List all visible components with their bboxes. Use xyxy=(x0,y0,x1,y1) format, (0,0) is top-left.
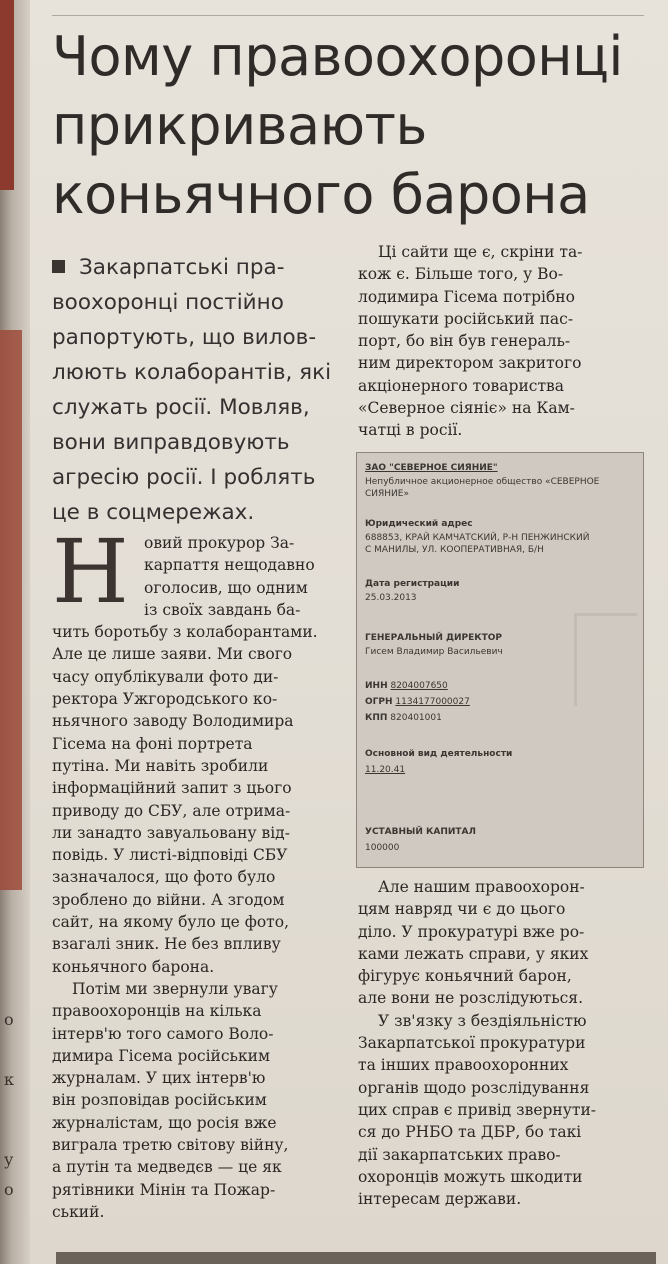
text-line: ся до РНБО та ДБР, бо такі xyxy=(358,1123,582,1142)
headline-line: прикривають xyxy=(52,94,427,157)
text-line: Закарпатської прокуратури xyxy=(358,1034,586,1053)
text-line: охоронців можуть шкодити xyxy=(358,1167,583,1186)
capital-value: 100000 xyxy=(365,843,400,853)
text-line: інтерв'ю того самого Воло- xyxy=(52,1024,274,1043)
kpp-row xyxy=(365,713,442,723)
company-full-name: Непубличное акционерное общество «СЕВЕРНОЕ xyxy=(365,477,600,487)
adjacent-page-edge xyxy=(0,0,30,1264)
director-name: Гисем Владимир Васильевич xyxy=(365,647,503,657)
text-line: взагалі зник. Не без впливу xyxy=(52,935,281,954)
text-line: ський. xyxy=(52,1202,105,1221)
text-line: У зв'язку з бездіяльністю xyxy=(378,1011,587,1030)
inn-row xyxy=(365,681,448,691)
company-full-name: СИЯНИЕ» xyxy=(365,489,409,499)
text-line: ли занадто завуальовану від- xyxy=(52,823,290,842)
text-line: журналам. У цих інтерв'ю xyxy=(52,1069,266,1088)
address-value: С МАНИЛЫ, УЛ. КООПЕРАТИВНАЯ, Б/Н xyxy=(365,545,544,555)
reg-date-label: Дата регистрации xyxy=(365,579,460,589)
text-line: коньячного барона. xyxy=(52,957,215,976)
inn-label: ИНН xyxy=(365,681,388,691)
ogrn-label: ОГРН xyxy=(365,697,393,707)
text-line: сайт, на якому було це фото, xyxy=(52,913,290,932)
text-line: правоохоронців на кілька xyxy=(52,1002,262,1021)
text-line: журналістам, що росія вже xyxy=(52,1113,277,1132)
text-line: органів щодо розслідування xyxy=(358,1078,590,1097)
text-line: акціонерного товариства xyxy=(358,376,565,395)
margin-fragment: у xyxy=(4,1150,14,1169)
lead-paragraph xyxy=(52,250,337,530)
bottom-border xyxy=(56,1252,656,1264)
lead-line: це в соцмережах. xyxy=(52,500,255,525)
inn-value: 8204007650 xyxy=(390,681,448,691)
headline-line: коньячного барона xyxy=(52,163,590,226)
text-line: приводу до СБУ, але отрима- xyxy=(52,801,291,820)
text-line: виграла третю світову війну, xyxy=(52,1136,289,1155)
company-name: ЗАО "СЕВЕРНОЕ СИЯНИЕ" xyxy=(365,463,498,473)
body-column-left xyxy=(52,532,344,1223)
text-line: ректора Ужгородського ко- xyxy=(52,690,278,709)
text-line: карпаття нещодавно xyxy=(144,556,315,575)
headline-line: Чому правоохоронці xyxy=(52,25,623,88)
text-line: зазначалося, що фото було xyxy=(52,868,276,887)
text-line: інтересам держави. xyxy=(358,1190,522,1209)
reg-date-value: 25.03.2013 xyxy=(365,593,417,603)
kpp-label: КПП xyxy=(365,713,388,723)
text-line: Але це лише заяви. Ми свого xyxy=(52,645,293,664)
text-line: чатці в росії. xyxy=(358,421,463,440)
text-line: ками лежать справи, у яких xyxy=(358,944,589,963)
text-line: овий прокурор За- xyxy=(144,534,295,552)
text-line: цям навряд чи є до цього xyxy=(358,900,566,919)
text-line: Ці сайти ще є, скріни та- xyxy=(378,243,583,261)
text-line: діло. У прокуратурі вже ро- xyxy=(358,922,585,941)
text-line: часу опублікували фото ди- xyxy=(52,667,279,686)
text-line: дії закарпатських право- xyxy=(358,1145,561,1164)
ogrn-row xyxy=(365,697,470,707)
text-line: димира Гісема російським xyxy=(52,1046,271,1065)
capital-label: УСТАВНЫЙ КАПИТАЛ xyxy=(365,827,476,837)
text-line: зроблено до війни. А згодом xyxy=(52,890,285,909)
text-line: Гісема на фоні портрета xyxy=(52,734,253,753)
activity-label: Основной вид деятельности xyxy=(365,749,513,759)
text-line: лодимира Гісема потрібно xyxy=(358,287,575,306)
address-value: 688853, КРАЙ КАМЧАТСКИЙ, Р-Н ПЕНЖИНСКИЙ xyxy=(365,533,590,543)
lead-line: служать росії. Мовляв, xyxy=(52,395,310,420)
text-line: кож є. Більше того, у Во- xyxy=(358,265,564,284)
text-line: пошукати російський пас- xyxy=(358,309,574,328)
text-line: із своїх завдань ба- xyxy=(144,600,301,619)
text-line: але вони не розслідуються. xyxy=(358,989,584,1008)
text-line: Потім ми звернули увагу xyxy=(72,979,278,998)
text-line: він розповідав російським xyxy=(52,1091,267,1110)
lead-line: люють колаборантів, які xyxy=(52,360,332,385)
text-line: «Северное сіяніє» на Кам- xyxy=(358,399,575,418)
margin-fragment: о xyxy=(4,1180,14,1199)
text-line: ним директором закритого xyxy=(358,354,582,373)
text-line: ньячного заводу Володимира xyxy=(52,712,294,731)
lead-line: вони виправдовують xyxy=(52,430,290,455)
address-label: Юридический адрес xyxy=(365,519,473,529)
top-rule xyxy=(52,15,644,16)
text-line: порт, бо він був генераль- xyxy=(358,332,571,351)
text-line: фігурує коньячний барон, xyxy=(358,967,572,986)
text-line: цих справ є привід звернути- xyxy=(358,1100,597,1119)
ogrn-value: 1134177000027 xyxy=(395,697,470,707)
text-line: Але нашим правоохорон- xyxy=(378,878,585,896)
margin-fragment: о xyxy=(4,1010,14,1029)
text-line: та інших правоохоронних xyxy=(358,1056,569,1075)
lead-line: Закарпатські пра- xyxy=(79,255,285,280)
text-line: інформаційний запит з цього xyxy=(52,779,292,798)
text-line: рятівники Мінін та Пожар- xyxy=(52,1180,276,1199)
lead-line: воохоронці постійно xyxy=(52,290,284,315)
text-line: а путін та медведєв — це як xyxy=(52,1158,282,1177)
body-column-right-bottom xyxy=(358,876,642,1210)
activity-code: 11.20.41 xyxy=(365,765,406,775)
body-column-right-top xyxy=(358,241,642,442)
lead-line: агресію росії. І роблять xyxy=(52,465,316,490)
text-line: оголосив, що одним xyxy=(144,578,308,597)
registry-screenshot xyxy=(356,452,644,868)
bullet-square-icon xyxy=(52,260,65,273)
screenshot-watermark xyxy=(574,613,637,706)
kpp-value: 820401001 xyxy=(390,713,442,723)
lead-line: рапортують, що вилов- xyxy=(52,325,317,350)
director-label: ГЕНЕРАЛЬНЫЙ ДИРЕКТОР xyxy=(365,633,503,643)
drop-cap: Н xyxy=(52,520,129,623)
text-line: повідь. У листі-відповіді СБУ xyxy=(52,846,288,865)
text-line: чить боротьбу з колаборантами. xyxy=(52,623,318,642)
headline xyxy=(52,22,652,229)
adjacent-photo-fragment xyxy=(0,330,22,890)
text-line: путіна. Ми навіть зробили xyxy=(52,756,269,775)
margin-fragment: к xyxy=(4,1070,14,1089)
adjacent-photo-fragment xyxy=(0,0,14,190)
